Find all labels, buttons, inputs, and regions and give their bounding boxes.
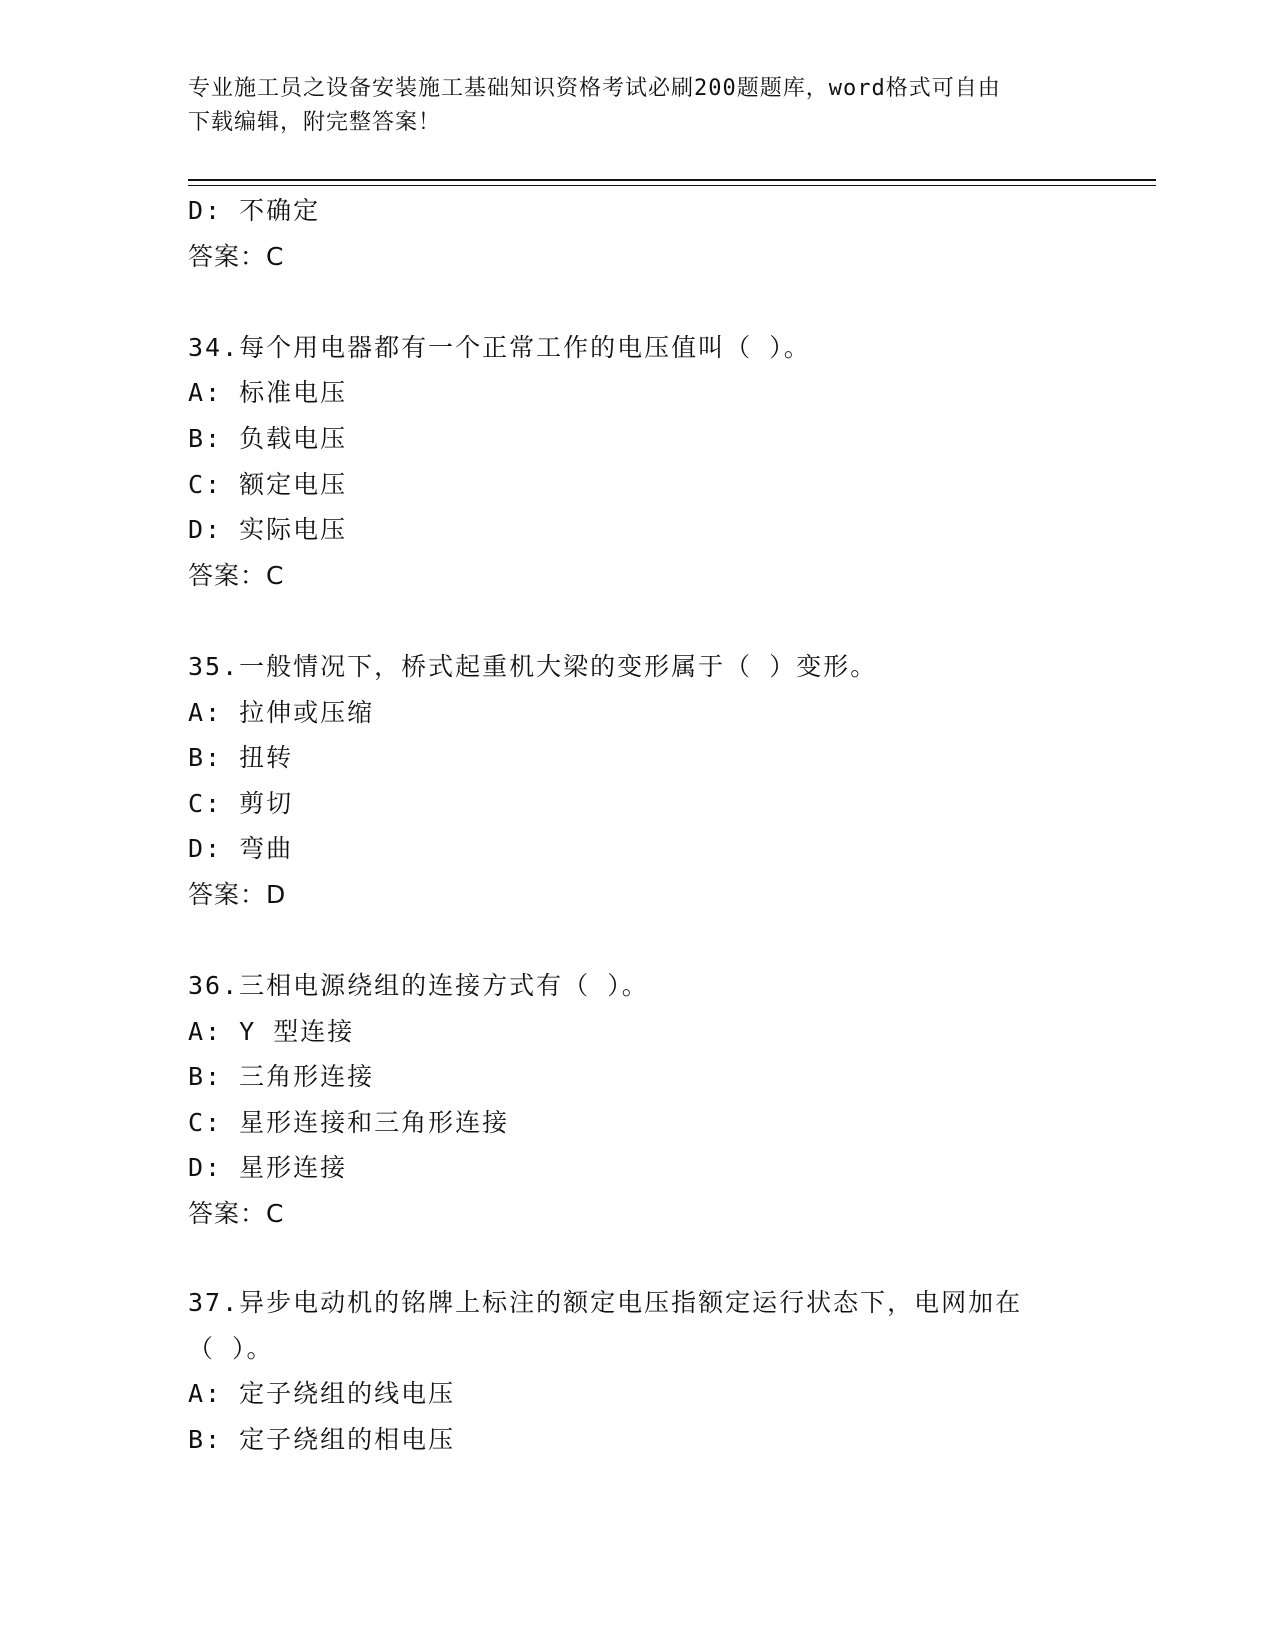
question-text: 34.每个用电器都有一个正常工作的电压值叫（ ）。 [188, 332, 811, 362]
prev-option-d: D: 不确定 [188, 196, 321, 225]
header-line-2: 下载编辑，附完整答案！ [188, 110, 442, 135]
option-d: D: 实际电压 [188, 515, 348, 545]
question-text: 35.一般情况下，桥式起重机大梁的变形属于（ ）变形。 [188, 651, 878, 681]
question-list [188, 188, 1068, 1237]
option-b: B: 负载电压 [188, 423, 348, 453]
question-35 [188, 644, 1068, 918]
option-a: A: 标准电压 [188, 378, 348, 408]
prev-answer: 答案：C [188, 241, 285, 271]
answer: 答案：C [188, 1199, 285, 1229]
option-a: A: 拉伸或压缩 [188, 697, 375, 727]
option-c: C: 额定电压 [188, 469, 348, 499]
option-b: B: 扭转 [188, 743, 294, 773]
question-37 [188, 1280, 1068, 1462]
question-text: 36.三相电源绕组的连接方式有（ ）。 [188, 971, 649, 1001]
header-line-1: 专业施工员之设备安装施工基础知识资格考试必刷200题题库，word格式可自由 [188, 76, 1001, 101]
question-text-line-2: （ ）。 [188, 1333, 274, 1363]
option-c: C: 剪切 [188, 788, 294, 818]
spacer [188, 279, 1068, 325]
header-divider-thin [188, 185, 1156, 186]
option-a: A: Y 型连接 [188, 1016, 355, 1046]
option-d: D: 星形连接 [188, 1153, 348, 1183]
question-36 [188, 963, 1068, 1237]
spacer [188, 598, 1068, 644]
answer: 答案：C [188, 560, 285, 590]
question-34 [188, 325, 1068, 599]
answer: 答案：D [188, 879, 287, 909]
option-d: D: 弯曲 [188, 834, 294, 864]
header-divider-thick [188, 179, 1156, 181]
option-b: B: 三角形连接 [188, 1062, 375, 1092]
question-text-line-1: 37.异步电动机的铭牌上标注的额定电压指额定运行状态下，电网加在 [188, 1288, 1023, 1317]
spacer [188, 918, 1068, 964]
option-b: B: 定子绕组的相电压 [188, 1424, 456, 1454]
option-a: A: 定子绕组的线电压 [188, 1379, 456, 1409]
document-header [188, 72, 1088, 140]
option-c: C: 星形连接和三角形连接 [188, 1107, 510, 1137]
